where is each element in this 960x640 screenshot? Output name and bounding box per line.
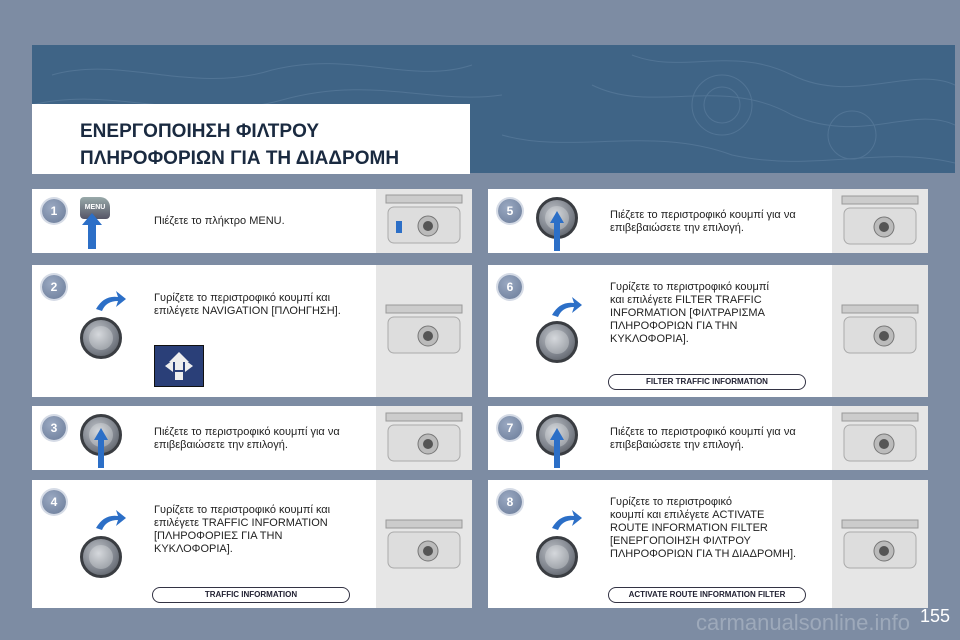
rotary-knob-icon (80, 317, 122, 359)
step-text: Πιέζετε το περιστροφικό κουμπί για να επιβεβαιώσετε την επιλογή. (610, 209, 796, 234)
filter-traffic-information-label: FILTER TRAFFIC INFORMATION (608, 374, 806, 390)
rotate-arrow-icon (548, 508, 582, 530)
radio-console-icon (840, 408, 920, 468)
step-number-badge: 1 (42, 199, 66, 223)
step-text: Πιέζετε το πλήκτρο MENU. (154, 215, 285, 227)
step-text: Πιέζετε το περιστροφικό κουμπί για να επιβεβαιώσετε την επιλογή. (610, 426, 796, 451)
traffic-information-label: TRAFFIC INFORMATION (152, 587, 350, 603)
page-title: ΕΝΕΡΓΟΠΟΙΗΣΗ ΦΙΛΤΡΟΥ ΠΛΗΡΟΦΟΡΙΩΝ ΓΙΑ ΤΗ ΔΙΑΔΡΟΜΗ (80, 121, 400, 169)
menu-button-icon: MENU (80, 197, 110, 219)
rotary-knob-icon (536, 536, 578, 578)
rotate-arrow-icon (92, 508, 126, 530)
step-1 (32, 189, 472, 253)
step-number-badge: 4 (42, 490, 66, 514)
radio-console-icon (384, 408, 464, 468)
step-4 (32, 480, 472, 608)
step-number-badge: 2 (42, 275, 66, 299)
step-text: Γυρίζετε το περιστροφικό κουμπί και επιλέγετε TRAFFIC INFORMATION [ΠΛΗΡΟΦΟΡΙΕΣ ΓΙΑ ΤΗΝ ΚΥΚΛΟΦΟΡΙΑ]. (154, 504, 331, 555)
step-number-badge: 5 (498, 199, 522, 223)
step-text: Γυρίζετε το περιστροφικό κουμπί και επιλέγετε NAVIGATION [ΠΛΟΗΓΗΣΗ]. (154, 292, 341, 317)
navigation-icon (154, 345, 204, 387)
page-number: 155 (919, 606, 950, 626)
step-2 (32, 265, 472, 397)
radio-console-icon (840, 510, 920, 580)
step-3 (32, 406, 472, 470)
radio-console-icon (840, 191, 920, 251)
step-text: Γυρίζετε το περιστροφικό κουμπί και επιλέγετε ACTIVATE ROUTE INFORMATION FILTER [ΕΝΕΡΓΟΠΟΙΗΣΗ ΦΙΛΤΡΟΥ ΠΛΗΡΟΦΟΡΙΩΝ ΓΙΑ ΤΗ ΔΙΑΔΡΟΜΗ]. (610, 496, 797, 560)
step-8 (488, 480, 928, 608)
step-number-badge: 6 (498, 275, 522, 299)
press-arrow-icon (94, 428, 108, 468)
step-6 (488, 265, 928, 397)
press-arrow-icon (82, 213, 102, 249)
radio-console-icon (384, 191, 464, 249)
step-7 (488, 406, 928, 470)
step-text: Πιέζετε το περιστροφικό κουμπί για να επιβεβαιώσετε την επιλογή. (154, 426, 340, 451)
rotary-knob-icon (536, 321, 578, 363)
rotary-knob-icon (80, 536, 122, 578)
step-text: Γυρίζετε το περιστροφικό κουμπί και επιλέγετε FILTER TRAFFIC INFORMATION [ΦΙΛΤΡΑΡΙΣΜΑ ΠΛΗΡΟΦΟΡΙΩΝ ΓΙΑ ΤΗΝ ΚΥΚΛΟΦΟΡΙΑ]. (610, 281, 769, 345)
step-number-badge: 3 (42, 416, 66, 440)
step-number-badge: 7 (498, 416, 522, 440)
radio-console-icon (840, 295, 920, 365)
watermark: carmanualsonline.info (695, 610, 910, 635)
step-5 (488, 189, 928, 253)
press-arrow-icon (550, 211, 564, 251)
press-arrow-icon (550, 428, 564, 468)
rotate-arrow-icon (92, 289, 126, 311)
activate-route-information-filter-label: ACTIVATE ROUTE INFORMATION FILTER (608, 587, 806, 603)
rotate-arrow-icon (548, 295, 582, 317)
radio-console-icon (384, 295, 464, 365)
step-number-badge: 8 (498, 490, 522, 514)
radio-console-icon (384, 510, 464, 580)
